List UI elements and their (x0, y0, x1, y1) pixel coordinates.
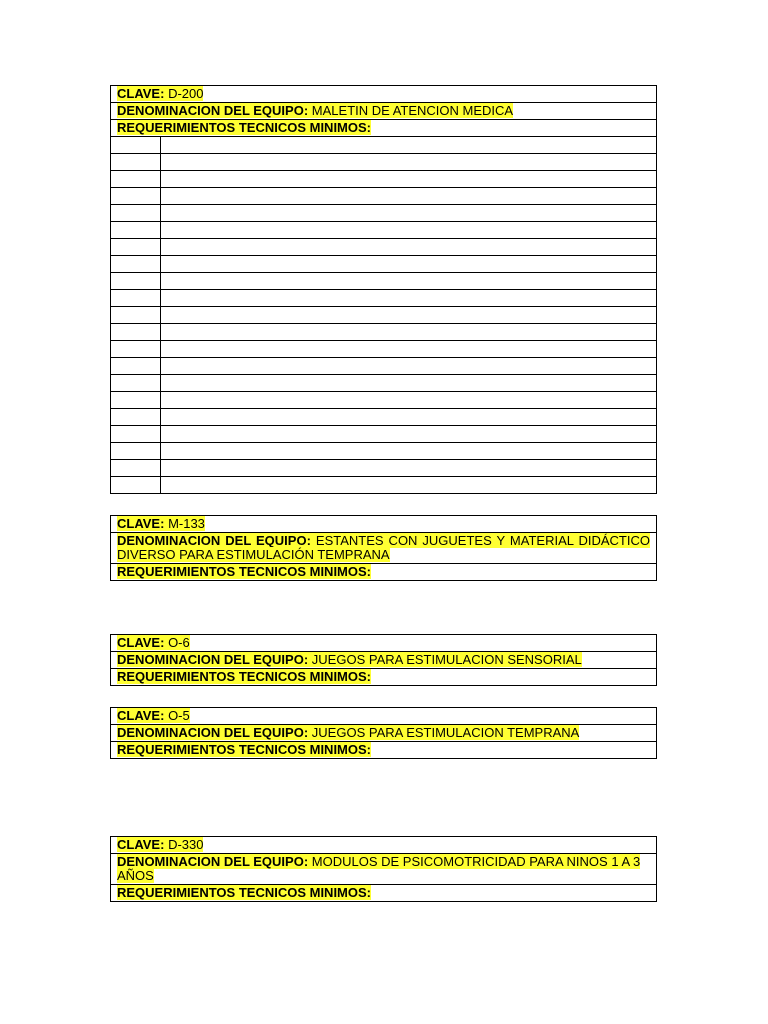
requirement-number-cell (111, 222, 161, 239)
requerimientos-label: REQUERIMIENTOS TECNICOS MINIMOS: (117, 885, 371, 900)
requirement-row (111, 358, 657, 375)
requerimientos-row (111, 885, 657, 902)
requirement-text-cell (161, 307, 657, 324)
requirement-number-cell (111, 477, 161, 494)
requirement-text-cell (161, 239, 657, 256)
requirement-row (111, 154, 657, 171)
requirement-text-cell (161, 341, 657, 358)
denominacion-label: DENOMINACION DEL EQUIPO: (117, 725, 309, 740)
requerimientos-label: REQUERIMIENTOS TECNICOS MINIMOS: (117, 564, 371, 579)
requirement-number-cell (111, 307, 161, 324)
requirement-row (111, 375, 657, 392)
denominacion-value: ESTANTES CON JUGUETES Y MATERIAL DIDÁCTICO DIVERSO PARA ESTIMULACIÓN TEMPRANA (117, 533, 650, 562)
requirement-number-cell (111, 324, 161, 341)
denominacion-highlight (117, 854, 640, 883)
requirement-number-cell (111, 341, 161, 358)
clave-value: O-5 (168, 708, 190, 723)
requirement-number-cell (111, 137, 161, 154)
requerimientos-row (111, 742, 657, 759)
denominacion-value: JUEGOS PARA ESTIMULACION TEMPRANA (311, 725, 580, 740)
denominacion-row (111, 725, 657, 742)
requirement-text-cell (161, 171, 657, 188)
requerimientos-label: REQUERIMIENTOS TECNICOS MINIMOS: (117, 742, 371, 757)
denominacion-row (111, 103, 657, 120)
requirement-row (111, 307, 657, 324)
requerimientos-label: REQUERIMIENTOS TECNICOS MINIMOS: (117, 669, 371, 684)
requerimientos-row (111, 669, 657, 686)
clave-highlight (117, 837, 203, 852)
clave-row (111, 635, 657, 652)
requirement-text-cell (161, 256, 657, 273)
requirement-text-cell (161, 273, 657, 290)
requirement-row (111, 443, 657, 460)
denominacion-value: MALETIN DE ATENCION MEDICA (311, 103, 514, 118)
requerimientos-row (111, 564, 657, 581)
requirement-row (111, 273, 657, 290)
denominacion-value: JUEGOS PARA ESTIMULACION SENSORIAL (311, 652, 582, 667)
denominacion-label: DENOMINACION DEL EQUIPO: (117, 854, 309, 869)
equipment-table-d330 (110, 836, 657, 902)
requirement-row (111, 341, 657, 358)
requirement-row (111, 222, 657, 239)
requirement-text-cell (161, 137, 657, 154)
clave-highlight (117, 708, 190, 723)
clave-label: CLAVE: (117, 708, 165, 723)
requerimientos-row (111, 120, 657, 137)
requirement-row (111, 426, 657, 443)
requirement-number-cell (111, 290, 161, 307)
denominacion-row (111, 854, 657, 885)
equipment-table-m133 (110, 515, 657, 581)
denominacion-label: DENOMINACION DEL EQUIPO: (117, 652, 309, 667)
clave-value: M-133 (168, 516, 205, 531)
requirement-row (111, 188, 657, 205)
clave-row (111, 708, 657, 725)
requirement-text-cell (161, 409, 657, 426)
requirement-number-cell (111, 392, 161, 409)
requirement-row (111, 477, 657, 494)
requirement-text-cell (161, 222, 657, 239)
denominacion-highlight (117, 725, 579, 740)
clave-label: CLAVE: (117, 837, 165, 852)
denominacion-highlight (117, 103, 513, 118)
denominacion-highlight (117, 533, 650, 562)
requerimientos-label: REQUERIMIENTOS TECNICOS MINIMOS: (117, 120, 371, 135)
denominacion-value: MODULOS DE PSICOMOTRICIDAD PARA NINOS 1 A 3 AÑOS (117, 854, 641, 883)
equipment-table-o5 (110, 707, 657, 759)
requirement-row (111, 460, 657, 477)
requirement-number-cell (111, 171, 161, 188)
requirement-number-cell (111, 426, 161, 443)
requirement-row (111, 205, 657, 222)
requirement-row (111, 409, 657, 426)
requirement-number-cell (111, 273, 161, 290)
clave-highlight (117, 516, 205, 531)
requirement-text-cell (161, 188, 657, 205)
requirement-row (111, 256, 657, 273)
requirement-text-cell (161, 392, 657, 409)
clave-row (111, 516, 657, 533)
requirement-text-cell (161, 375, 657, 392)
requirement-text-cell (161, 477, 657, 494)
requirement-row (111, 290, 657, 307)
clave-label: CLAVE: (117, 635, 165, 650)
requirement-row (111, 324, 657, 341)
clave-highlight (117, 635, 190, 650)
denominacion-highlight (117, 652, 582, 667)
clave-row (111, 86, 657, 103)
requirement-number-cell (111, 443, 161, 460)
clave-value: D-200 (168, 86, 204, 101)
clave-value: D-330 (168, 837, 204, 852)
requirement-text-cell (161, 426, 657, 443)
clave-label: CLAVE: (117, 516, 165, 531)
equipment-table-d200 (110, 85, 657, 494)
clave-label: CLAVE: (117, 86, 165, 101)
clave-row (111, 837, 657, 854)
equipment-table-o6 (110, 634, 657, 686)
requirement-text-cell (161, 290, 657, 307)
requirement-row (111, 239, 657, 256)
requirement-row (111, 171, 657, 188)
requirement-number-cell (111, 358, 161, 375)
requirement-number-cell (111, 375, 161, 392)
clave-value: O-6 (168, 635, 190, 650)
requirement-row (111, 392, 657, 409)
clave-highlight (117, 86, 203, 101)
denominacion-row (111, 652, 657, 669)
requirement-text-cell (161, 205, 657, 222)
requirement-number-cell (111, 460, 161, 477)
requirement-number-cell (111, 154, 161, 171)
requirement-number-cell (111, 205, 161, 222)
denominacion-label: DENOMINACION DEL EQUIPO: (117, 533, 311, 548)
requirement-number-cell (111, 188, 161, 205)
requirement-number-cell (111, 239, 161, 256)
requirement-text-cell (161, 154, 657, 171)
requirement-row (111, 137, 657, 154)
denominacion-row (111, 533, 657, 564)
requirement-text-cell (161, 358, 657, 375)
requirement-text-cell (161, 324, 657, 341)
requirement-number-cell (111, 409, 161, 426)
denominacion-label: DENOMINACION DEL EQUIPO: (117, 103, 309, 118)
requirement-number-cell (111, 256, 161, 273)
requirement-text-cell (161, 460, 657, 477)
requirements-grid (111, 137, 657, 494)
requirement-text-cell (161, 443, 657, 460)
